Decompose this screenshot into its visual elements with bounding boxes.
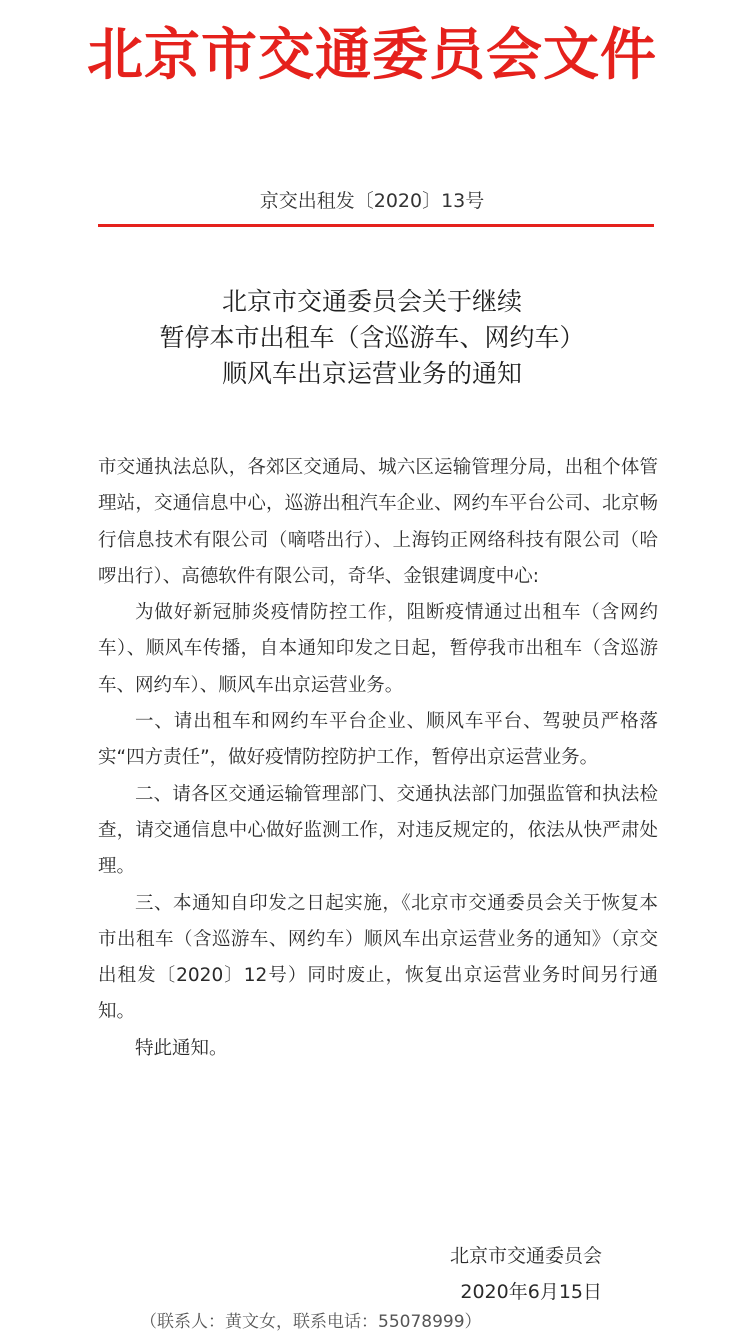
red-divider-line	[98, 224, 654, 227]
body-paragraph: 为做好新冠肺炎疫情防控工作，阻断疫情通过出租车（含网约车）、顺风车传播，自本通知印发之日起，暂停我市出租车（含巡游车、网约车）、顺风车出京运营业务。	[98, 602, 658, 696]
notice-title	[0, 284, 744, 392]
issue-date: 2020年6月15日	[460, 1281, 602, 1303]
document-header-title: 北京市交通委员会文件	[87, 23, 657, 88]
notice-title-line: 暂停本市出租车（含巡游车、网约车）	[159, 323, 585, 352]
notice-body	[98, 450, 658, 1067]
contact-line-cut-off: （联系人：黄文女，联系电话：55078999）	[140, 1312, 482, 1332]
addressees-paragraph: 市交通执法总队，各郊区交通局、城六区运输管理分局，出租个体管理站，交通信息中心，巡游出租汽车企业、网约车平台公司、北京畅行信息技术有限公司（嘀嗒出行）、上海钧正网络科技有限公司（哈啰出行）、高德软件有限公司，奇华、金银建调度中心:	[98, 457, 658, 587]
document-number: 京交出租发〔2020〕13号	[259, 190, 485, 212]
issuer-name: 北京市交通委员会	[449, 1245, 602, 1267]
body-paragraph: 二、请各区交通运输管理部门、交通执法部门加强监管和执法检查，请交通信息中心做好监测工作，对违反规定的，依法从快严肃处理。	[98, 783, 658, 878]
signature-block	[380, 1238, 602, 1310]
body-paragraph: 三、本通知自印发之日起实施，《北京市交通委员会关于恢复本市出租车（含巡游车、网约车）顺风车出京运营业务的通知》（京交出租发〔2020〕12号）同时废止，恢复出京运营业务时间另行通知。	[98, 892, 658, 1023]
notice-title-line: 北京市交通委员会关于继续	[221, 287, 522, 316]
closing-paragraph: 特此通知。	[135, 1037, 228, 1059]
notice-title-line: 顺风车出京运营业务的通知	[221, 359, 522, 388]
body-paragraph: 一、请出租车和网约车平台企业、顺风车平台、驾驶员严格落实“四方责任”，做好疫情防控防护工作，暂停出京运营业务。	[98, 711, 658, 769]
